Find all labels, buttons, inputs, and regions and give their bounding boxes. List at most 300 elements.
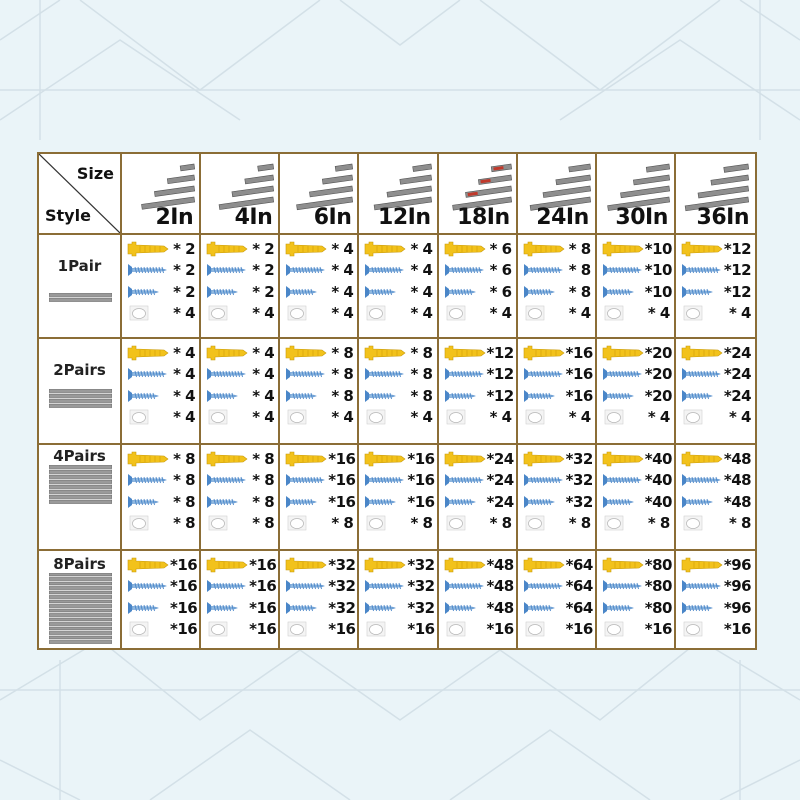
hardware-row	[680, 385, 751, 407]
hardware-row	[522, 385, 591, 407]
corner-header	[39, 154, 122, 235]
short-screw-icon	[522, 493, 566, 511]
hardware-quantity: *96	[723, 577, 752, 596]
hardware-quantity: * 8	[252, 514, 275, 533]
size-axis-label: Size	[76, 164, 114, 183]
plastic-anchor-icon	[443, 556, 487, 574]
hardware-quantity: * 4	[252, 365, 275, 384]
screw-icon	[205, 577, 249, 595]
hardware-picture	[205, 387, 249, 405]
hardware-picture	[601, 450, 645, 468]
hardware-picture	[522, 365, 566, 383]
hardware-cell	[122, 445, 201, 551]
hardware-row	[443, 448, 512, 470]
hardware-quantity: *16	[407, 492, 435, 511]
hardware-picture	[126, 240, 170, 258]
short-screw-icon	[443, 387, 487, 405]
hardware-quantity: * 8	[568, 514, 591, 533]
hardware-row	[443, 597, 512, 619]
size-header	[518, 154, 597, 235]
hardware-row	[601, 364, 670, 386]
hardware-row	[601, 619, 670, 641]
hardware-quantity: * 4	[410, 304, 433, 323]
hardware-row	[443, 407, 512, 429]
screw-icon	[443, 365, 487, 383]
hardware-row	[443, 342, 512, 364]
hardware-picture	[126, 556, 170, 574]
screw-icon	[680, 261, 724, 279]
hardware-quantity: *32	[407, 598, 435, 617]
hardware-picture	[522, 344, 566, 362]
hardware-picture	[601, 577, 645, 595]
hardware-row	[126, 238, 195, 260]
hardware-picture	[680, 344, 724, 362]
short-screw-icon	[601, 283, 645, 301]
hardware-quantity: * 8	[173, 449, 196, 468]
hardware-quantity: *16	[407, 449, 435, 468]
plastic-anchor-icon	[601, 556, 645, 574]
hardware-quantity: *16	[565, 620, 593, 639]
bumper-pad-icon	[601, 304, 645, 322]
hardware-quantity: * 8	[410, 514, 433, 533]
hardware-quantity: * 4	[331, 239, 354, 258]
hardware-quantity: * 8	[410, 386, 433, 405]
hardware-quantity: * 4	[410, 408, 433, 427]
hardware-quantity: *40	[644, 471, 672, 490]
hardware-cell	[439, 551, 518, 648]
hardware-picture	[522, 408, 566, 426]
short-screw-icon	[363, 283, 407, 301]
hardware-picture	[284, 408, 328, 426]
screw-icon	[126, 577, 170, 595]
hardware-row	[205, 554, 277, 576]
short-screw-icon	[205, 493, 249, 511]
hardware-quantity: *16	[170, 577, 198, 596]
hardware-quantity: *24	[486, 449, 514, 468]
hardware-quantity: *48	[486, 577, 514, 596]
hardware-quantity: *16	[170, 598, 198, 617]
rail-bundle-icon	[443, 158, 513, 212]
hardware-picture	[126, 344, 170, 362]
size-label: 36In	[696, 205, 749, 230]
hardware-picture	[443, 620, 487, 638]
hardware-quantity: *40	[644, 492, 672, 511]
short-screw-icon	[363, 493, 407, 511]
size-header	[597, 154, 676, 235]
hardware-row	[680, 281, 751, 303]
hardware-picture	[284, 283, 328, 301]
hardware-picture	[443, 514, 487, 532]
hardware-picture	[284, 450, 328, 468]
size-label: 2In	[155, 205, 194, 230]
short-screw-icon	[363, 599, 407, 617]
hardware-row	[680, 238, 751, 260]
plastic-anchor-icon	[126, 344, 170, 362]
hardware-quantity: * 4	[410, 239, 433, 258]
size-header	[201, 154, 280, 235]
hardware-picture	[126, 514, 170, 532]
bumper-pad-icon	[363, 304, 407, 322]
hardware-row	[443, 385, 512, 407]
hardware-row	[680, 407, 751, 429]
hardware-picture	[363, 408, 407, 426]
hardware-picture	[126, 577, 170, 595]
bumper-pad-icon	[126, 304, 170, 322]
hardware-row	[363, 554, 435, 576]
hardware-row	[363, 281, 432, 303]
hardware-row	[363, 491, 435, 513]
bumper-pad-icon	[601, 514, 645, 532]
screw-icon	[363, 365, 407, 383]
hardware-cell	[597, 445, 676, 551]
screw-icon	[601, 577, 645, 595]
style-label: 1Pair	[57, 257, 102, 275]
plastic-anchor-icon	[363, 240, 407, 258]
hardware-picture	[126, 450, 170, 468]
hardware-cell	[597, 551, 676, 648]
hardware-picture	[680, 493, 724, 511]
hardware-picture	[601, 261, 645, 279]
plastic-anchor-icon	[284, 344, 328, 362]
hardware-quantity: *24	[723, 365, 752, 384]
hardware-picture	[522, 261, 566, 279]
hardware-picture	[601, 344, 645, 362]
hardware-picture	[284, 240, 328, 258]
screw-icon	[443, 261, 487, 279]
hardware-picture	[205, 283, 249, 301]
hardware-quantity: *24	[486, 471, 514, 490]
plastic-anchor-icon	[680, 240, 724, 258]
hardware-quantity: *32	[565, 449, 593, 468]
hardware-row	[205, 342, 274, 364]
hardware-row	[363, 513, 432, 535]
hardware-picture	[601, 240, 645, 258]
plastic-anchor-icon	[284, 556, 328, 574]
screw-icon	[205, 471, 249, 489]
hardware-picture	[522, 493, 566, 511]
hardware-quantity: *12	[486, 365, 514, 384]
hardware-picture	[284, 261, 328, 279]
hardware-quantity: *32	[328, 577, 356, 596]
hardware-quantity: * 4	[252, 304, 275, 323]
hardware-row	[601, 554, 670, 576]
hardware-row	[363, 385, 432, 407]
hardware-cell	[676, 551, 755, 648]
hardware-row	[522, 364, 591, 386]
hardware-picture	[284, 471, 328, 489]
hardware-picture	[126, 599, 170, 617]
plastic-anchor-icon	[680, 556, 724, 574]
hardware-quantity: * 8	[568, 282, 591, 301]
bumper-pad-icon	[443, 514, 487, 532]
hardware-picture	[680, 450, 724, 468]
hardware-row	[126, 491, 195, 513]
screw-icon	[601, 365, 645, 383]
hardware-quantity: * 6	[489, 282, 512, 301]
short-screw-icon	[126, 599, 170, 617]
screw-icon	[680, 365, 724, 383]
hardware-picture	[680, 387, 724, 405]
bumper-pad-icon	[680, 304, 724, 322]
hardware-picture	[443, 493, 487, 511]
plastic-anchor-icon	[601, 240, 645, 258]
hardware-picture	[205, 556, 249, 574]
hardware-cell	[676, 235, 755, 339]
hardware-row	[284, 554, 356, 576]
hardware-row	[126, 448, 195, 470]
hardware-quantity: *80	[644, 555, 672, 574]
hardware-quantity: *64	[565, 598, 593, 617]
hardware-picture	[601, 304, 645, 322]
bumper-pad-icon	[363, 620, 407, 638]
hardware-quantity: * 4	[728, 304, 751, 323]
style-label: 8Pairs	[53, 555, 106, 573]
hardware-row	[680, 597, 751, 619]
hardware-row	[522, 238, 591, 260]
plastic-anchor-icon	[601, 450, 645, 468]
bumper-pad-icon	[205, 304, 249, 322]
hardware-row	[126, 281, 195, 303]
size-header	[359, 154, 438, 235]
hardware-quantity: * 4	[252, 386, 275, 405]
bumper-pad-icon	[284, 408, 328, 426]
short-screw-icon	[601, 493, 645, 511]
style-header	[39, 235, 122, 339]
hardware-quantity: * 8	[410, 343, 433, 362]
hardware-quantity: * 4	[173, 365, 196, 384]
hardware-row	[205, 448, 274, 470]
hardware-picture	[205, 471, 249, 489]
hardware-quantity: *10	[644, 282, 672, 301]
style-label: 4Pairs	[53, 447, 106, 465]
plastic-anchor-icon	[205, 450, 249, 468]
screw-icon	[443, 471, 487, 489]
hardware-picture	[363, 240, 407, 258]
hardware-quantity: *10	[644, 239, 672, 258]
hardware-cell	[518, 235, 597, 339]
plastic-anchor-icon	[126, 240, 170, 258]
hardware-quantity: *16	[249, 598, 277, 617]
hardware-picture	[363, 450, 407, 468]
size-header	[280, 154, 359, 235]
hardware-quantity: *16	[407, 471, 435, 490]
hardware-picture	[205, 261, 249, 279]
hardware-picture	[284, 599, 328, 617]
plastic-anchor-icon	[126, 450, 170, 468]
hardware-cell	[359, 551, 438, 648]
hardware-row	[680, 554, 751, 576]
hardware-row	[601, 470, 670, 492]
hardware-quantity: *20	[644, 365, 672, 384]
hardware-row	[205, 238, 274, 260]
bumper-pad-icon	[522, 620, 566, 638]
hardware-row	[205, 619, 277, 641]
hardware-quantity: * 4	[410, 261, 433, 280]
bumper-pad-icon	[680, 514, 724, 532]
hardware-quantity: *96	[723, 598, 752, 617]
style-header	[39, 445, 122, 551]
rail-bundle-icon	[363, 158, 433, 212]
hardware-picture	[601, 283, 645, 301]
short-screw-icon	[522, 283, 566, 301]
hardware-row	[680, 448, 751, 470]
hardware-row	[522, 576, 591, 598]
hardware-picture	[443, 450, 487, 468]
hardware-picture	[284, 620, 328, 638]
hardware-quantity: *24	[723, 343, 752, 362]
bumper-pad-icon	[443, 408, 487, 426]
hardware-cell	[122, 339, 201, 445]
plastic-anchor-icon	[363, 556, 407, 574]
hardware-quantity: *32	[565, 471, 593, 490]
hardware-picture	[126, 471, 170, 489]
screw-icon	[680, 577, 724, 595]
hardware-row	[205, 303, 274, 325]
hardware-picture	[522, 599, 566, 617]
screw-icon	[522, 577, 566, 595]
hardware-row	[205, 491, 274, 513]
plastic-anchor-icon	[680, 344, 724, 362]
short-screw-icon	[443, 493, 487, 511]
hardware-picture	[443, 387, 487, 405]
size-label: 18In	[457, 205, 510, 230]
screw-icon	[126, 365, 170, 383]
hardware-quantity: * 8	[410, 365, 433, 384]
hardware-row	[443, 619, 512, 641]
screw-icon	[522, 261, 566, 279]
screw-icon	[284, 471, 328, 489]
screw-icon	[443, 577, 487, 595]
hardware-quantity: *96	[723, 555, 752, 574]
bumper-pad-icon	[522, 304, 566, 322]
hardware-row	[522, 554, 591, 576]
hardware-quantity: * 4	[568, 408, 591, 427]
bumper-pad-icon	[284, 514, 328, 532]
hardware-quantity: *16	[486, 620, 514, 639]
hardware-quantity: * 8	[331, 365, 354, 384]
hardware-quantity: * 2	[173, 282, 196, 301]
hardware-quantity: * 4	[331, 282, 354, 301]
short-screw-icon	[680, 493, 724, 511]
hardware-picture	[363, 599, 407, 617]
hardware-picture	[284, 304, 328, 322]
hardware-picture	[443, 344, 487, 362]
bumper-pad-icon	[284, 304, 328, 322]
hardware-quantity: * 4	[489, 304, 512, 323]
hardware-picture	[363, 365, 407, 383]
hardware-cell	[597, 235, 676, 339]
hardware-row	[126, 407, 195, 429]
rail-bars-icon	[49, 293, 112, 305]
hardware-picture	[680, 514, 724, 532]
hardware-row	[680, 303, 751, 325]
hardware-quantity: * 8	[728, 514, 751, 533]
bumper-pad-icon	[126, 514, 170, 532]
hardware-quantity: *32	[565, 492, 593, 511]
hardware-row	[680, 260, 751, 282]
hardware-quantity: *16	[328, 449, 356, 468]
hardware-row	[126, 576, 198, 598]
short-screw-icon	[522, 387, 566, 405]
hardware-row	[126, 342, 195, 364]
plastic-anchor-icon	[284, 240, 328, 258]
plastic-anchor-icon	[205, 556, 249, 574]
hardware-quantity: *16	[328, 492, 356, 511]
hardware-row	[205, 597, 277, 619]
hardware-quantity: *16	[170, 555, 198, 574]
size-header	[439, 154, 518, 235]
hardware-picture	[522, 240, 566, 258]
plastic-anchor-icon	[363, 344, 407, 362]
hardware-row	[284, 407, 353, 429]
hardware-quantity: * 8	[489, 514, 512, 533]
plastic-anchor-icon	[443, 240, 487, 258]
hardware-quantity: * 8	[173, 492, 196, 511]
hardware-picture	[443, 283, 487, 301]
hardware-picture	[680, 556, 724, 574]
hardware-quantity: * 4	[410, 282, 433, 301]
hardware-quantity: *48	[486, 598, 514, 617]
hardware-row	[363, 364, 432, 386]
hardware-cell	[359, 339, 438, 445]
screw-icon	[680, 471, 724, 489]
bumper-pad-icon	[443, 620, 487, 638]
hardware-row	[601, 448, 670, 470]
hardware-quantity: *16	[328, 620, 356, 639]
screw-icon	[363, 261, 407, 279]
hardware-row	[680, 619, 751, 641]
hardware-picture	[522, 556, 566, 574]
hardware-row	[601, 303, 670, 325]
hardware-cell	[359, 445, 438, 551]
hardware-quantity: * 8	[647, 514, 670, 533]
hardware-quantity: * 2	[173, 261, 196, 280]
hardware-quantity: * 4	[489, 408, 512, 427]
size-label: 4In	[234, 205, 273, 230]
hardware-picture	[443, 556, 487, 574]
hardware-row	[680, 342, 751, 364]
hardware-quantity: * 4	[331, 408, 354, 427]
hardware-row	[601, 407, 670, 429]
screw-icon	[601, 261, 645, 279]
hardware-picture	[443, 240, 487, 258]
hardware-quantity: * 8	[252, 449, 275, 468]
hardware-row	[126, 597, 198, 619]
bumper-pad-icon	[601, 408, 645, 426]
hardware-row	[522, 597, 591, 619]
hardware-picture	[522, 514, 566, 532]
plastic-anchor-icon	[205, 344, 249, 362]
hardware-picture	[126, 493, 170, 511]
screw-icon	[363, 577, 407, 595]
hardware-picture	[205, 577, 249, 595]
hardware-cell	[676, 445, 755, 551]
hardware-picture	[205, 620, 249, 638]
hardware-cell	[201, 445, 280, 551]
hardware-row	[443, 260, 512, 282]
short-screw-icon	[126, 493, 170, 511]
hardware-picture	[601, 408, 645, 426]
hardware-quantity: *20	[644, 343, 672, 362]
hardware-picture	[205, 408, 249, 426]
hardware-picture	[363, 471, 407, 489]
hardware-picture	[126, 261, 170, 279]
short-screw-icon	[680, 599, 724, 617]
hardware-row	[363, 303, 432, 325]
hardware-row	[205, 470, 274, 492]
hardware-picture	[601, 514, 645, 532]
hardware-row	[363, 260, 432, 282]
